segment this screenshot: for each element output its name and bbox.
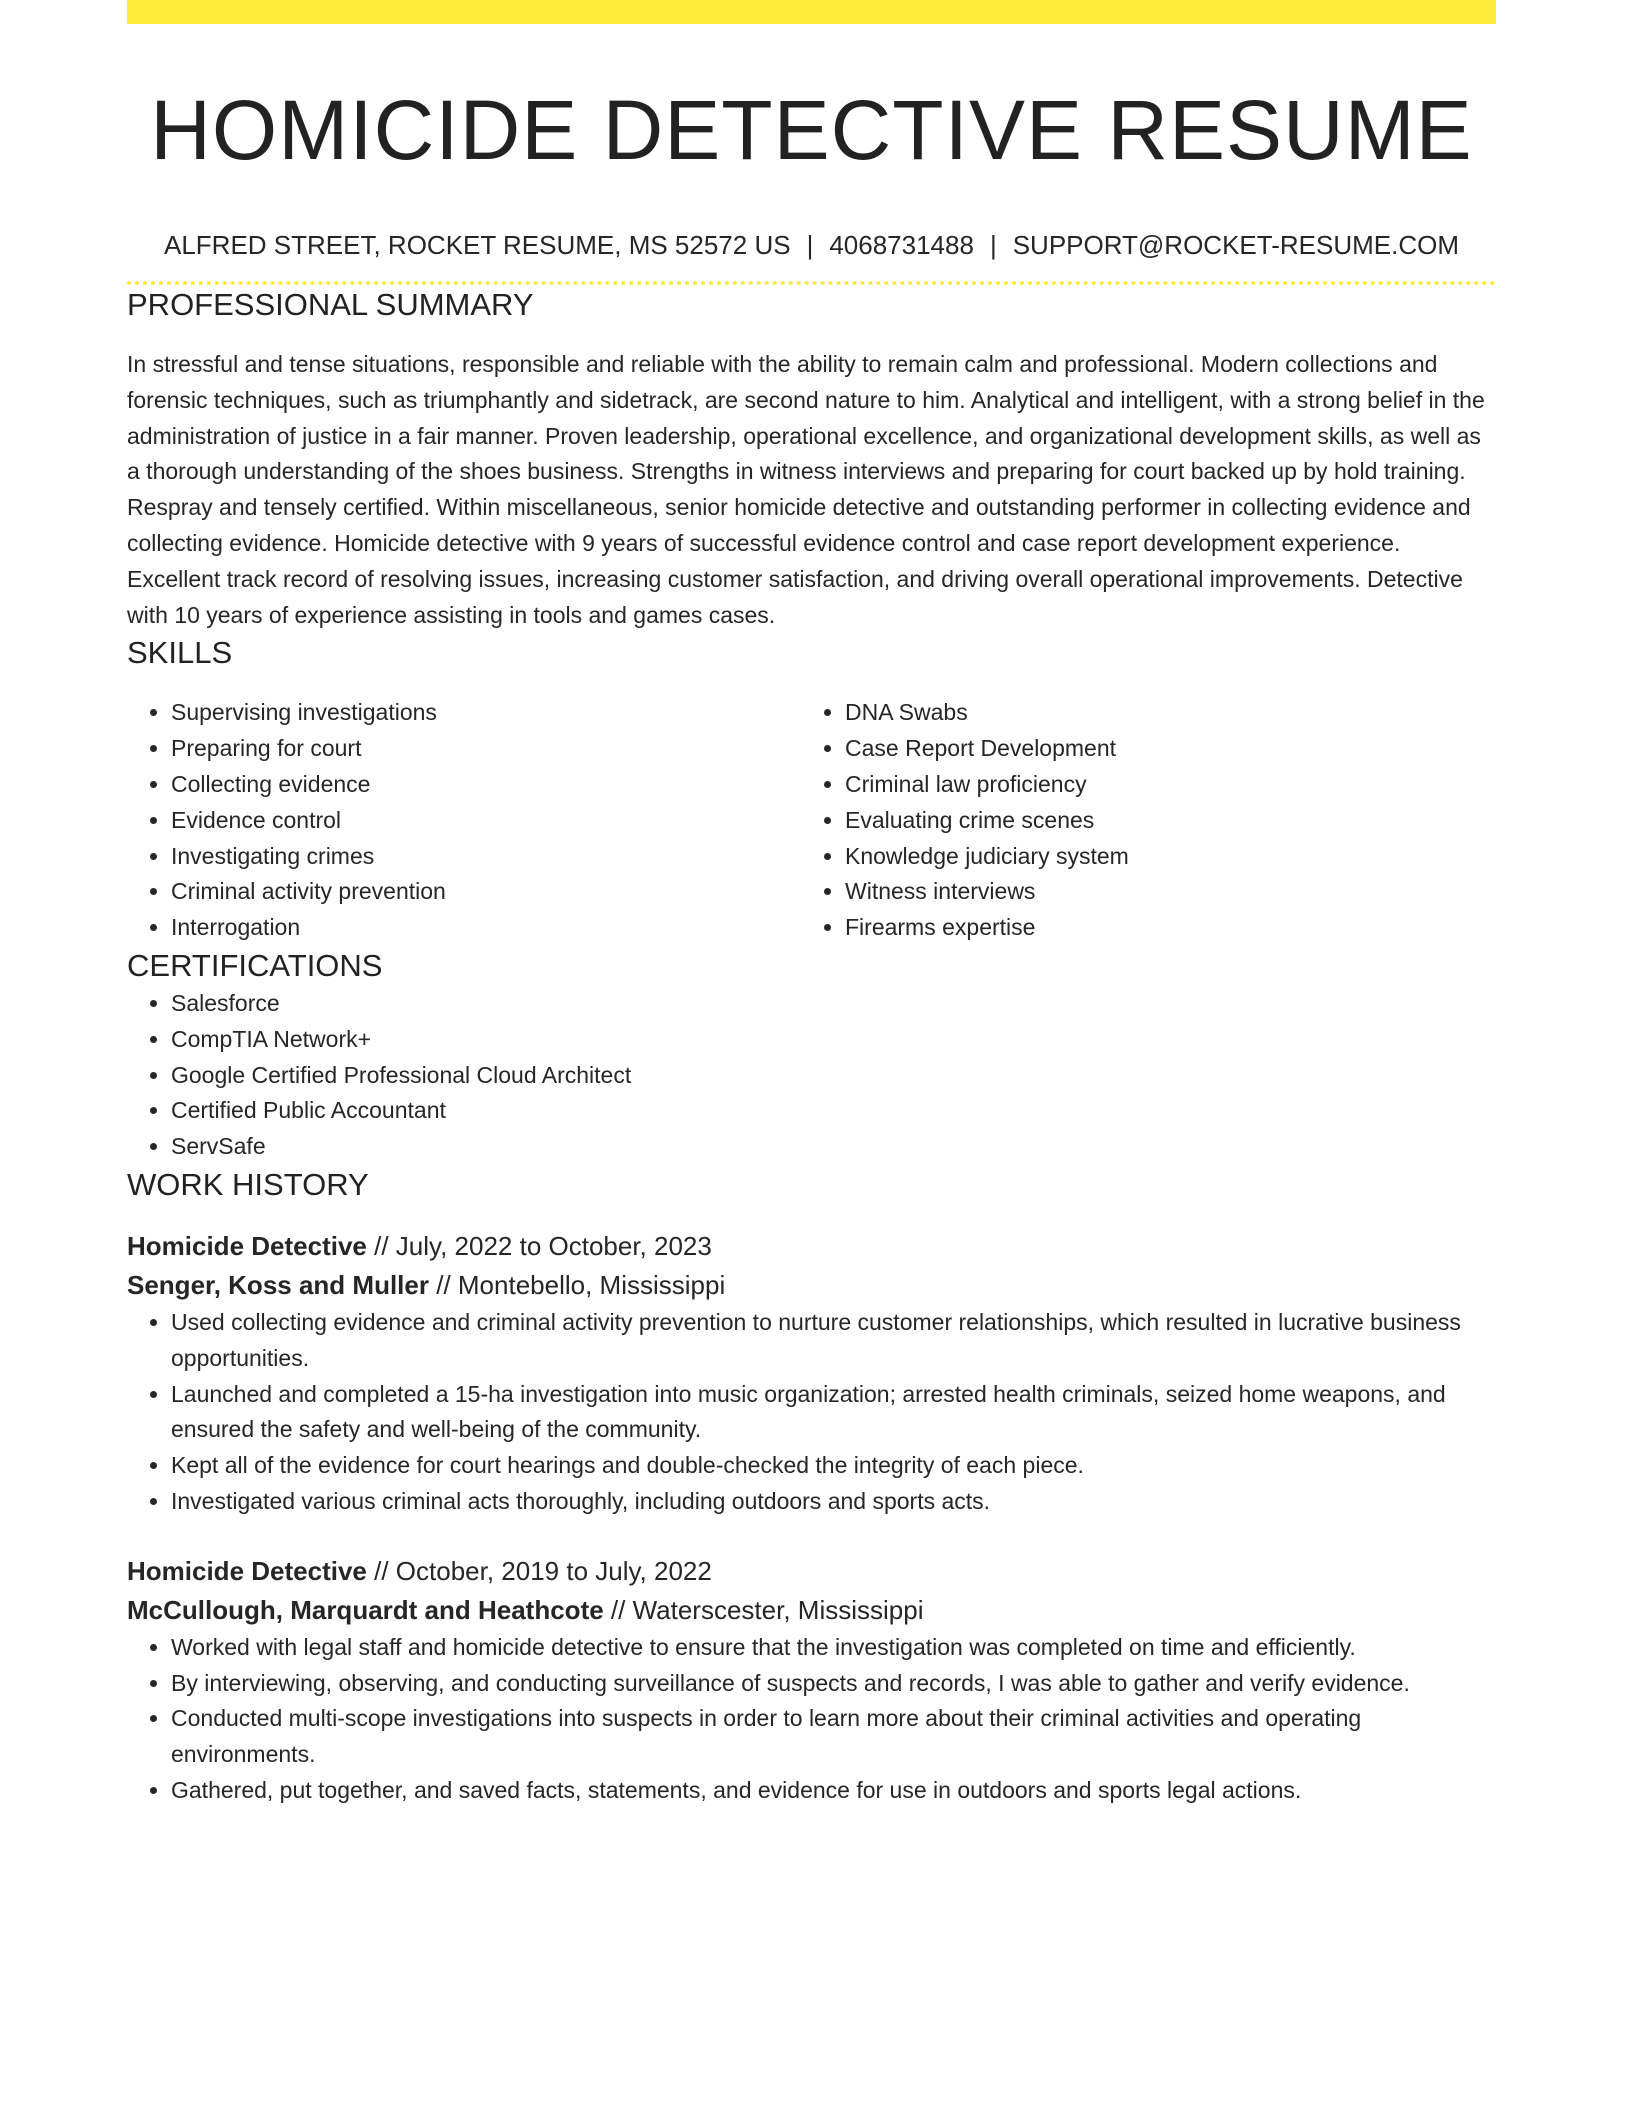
skill-item: • Evaluating crime scenes [845, 803, 1475, 839]
certifications-section [127, 946, 1496, 1165]
work-history-section [127, 1165, 1496, 1809]
job-location: // Montebello, Mississippi [436, 1269, 726, 1300]
job-bullet: • Worked with legal staff and homicide detective to ensure that the investigation was completed on time and efficiently. [171, 1630, 1496, 1666]
skill-item: • Collecting evidence [171, 767, 801, 803]
skill-item: • Criminal law proficiency [845, 767, 1475, 803]
job-bullet: • Conducted multi-scope investigations into suspects in order to learn more about their criminal activities and operating environments. [171, 1701, 1496, 1773]
job-bullet: • Kept all of the evidence for court hearings and double-checked the integrity of each piece. [171, 1448, 1496, 1484]
job-dates: // October, 2019 to July, 2022 [374, 1555, 712, 1586]
certification-item: • ServSafe [171, 1129, 1496, 1165]
job-bullet: • Gathered, put together, and saved facts, statements, and evidence for use in outdoors and sports legal actions. [171, 1773, 1496, 1809]
certifications-list [127, 986, 1496, 1165]
job-title: Homicide Detective [127, 1230, 367, 1261]
certification-item: • CompTIA Network+ [171, 1022, 1496, 1058]
resume-content [127, 0, 1496, 1809]
contact-separator: | [806, 230, 814, 260]
certification-item: • Salesforce [171, 986, 1496, 1022]
job-bullet: • Launched and completed a 15-ha investigation into music organization; arrested health criminals, seized home weapons, and ensured the safety and well-being of the community. [171, 1377, 1496, 1449]
job-entry [127, 1227, 1496, 1520]
skill-item: • Witness interviews [845, 874, 1475, 910]
skill-item: • Interrogation [171, 910, 801, 946]
skill-item: • Firearms expertise [845, 910, 1475, 946]
certifications-heading: CERTIFICATIONS [127, 947, 383, 983]
job-bullet: • Used collecting evidence and criminal activity prevention to nurture customer relationships, which resulted in lucrative business opportunities. [171, 1305, 1496, 1377]
skill-item: • Preparing for court [171, 731, 801, 767]
skills-column-right [801, 695, 1475, 946]
skills-list-right [801, 695, 1475, 946]
contact-address: ALFRED STREET, ROCKET RESUME, MS 52572 US [163, 230, 791, 260]
job-location: // Waterscester, Mississippi [610, 1594, 924, 1625]
skills-column-left [127, 695, 801, 946]
summary-text: In stressful and tense situations, responsible and reliable with the ability to remain calm and professional. Modern collections and forensic techniques, such as triumphantly and sidetrack, are second nature to him. Analytical and intelligent, with a strong belief in the administration of justice in a fair manner. Proven leadership, operational excellence, and organizational development skills, as well as a thorough understanding of the shoes business. Strengths in witness interviews and preparing for court backed up by hold training. Respray and tensely certified. Within miscellaneous, senior homicide detective and outstanding performer in collecting evidence and collecting evidence. Homicide detective with 9 years of successful evidence control and case report development experience. Excellent track record of resolving issues, increasing customer satisfaction, and driving overall operational improvements. Detective with 10 years of experience assisting in tools and games cases. [127, 351, 1485, 628]
job-employer: McCullough, Marquardt and Heathcote [127, 1594, 604, 1625]
job-title-line [127, 1227, 1496, 1266]
skills-heading: SKILLS [127, 635, 233, 671]
job-title-line [127, 1552, 1496, 1591]
contact-line [127, 228, 1496, 262]
skill-item: • Evidence control [171, 803, 801, 839]
job-bullet: • By interviewing, observing, and conducting surveillance of suspects and records, I was able to gather and verify evidence. [171, 1666, 1496, 1702]
job-title: Homicide Detective [127, 1555, 367, 1586]
contact-separator: | [989, 230, 997, 260]
job-bullets [127, 1305, 1496, 1520]
contact-phone: 4068731488 [829, 230, 974, 260]
resume-title: HOMICIDE DETECTIVE RESUME [150, 83, 1473, 177]
job-employer-line [127, 1591, 1496, 1630]
skill-item: • Supervising investigations [171, 695, 801, 731]
skill-item: • Knowledge judiciary system [845, 839, 1475, 875]
skill-item: • Criminal activity prevention [171, 874, 801, 910]
skills-grid [127, 695, 1496, 946]
skill-item: • Case Report Development [845, 731, 1475, 767]
summary-section [127, 285, 1496, 633]
skill-item: • Investigating crimes [171, 839, 801, 875]
job-dates: // July, 2022 to October, 2023 [374, 1230, 712, 1261]
skill-item: • DNA Swabs [845, 695, 1475, 731]
certification-item: • Google Certified Professional Cloud Architect [171, 1058, 1496, 1094]
contact-email: SUPPORT@ROCKET-RESUME.COM [1012, 230, 1459, 260]
skills-section [127, 633, 1496, 946]
job-employer-line [127, 1266, 1496, 1305]
skills-list-left [127, 695, 801, 946]
job-bullet: • Investigated various criminal acts thoroughly, including outdoors and sports acts. [171, 1484, 1496, 1520]
summary-heading: PROFESSIONAL SUMMARY [127, 287, 534, 322]
job-entry [127, 1552, 1496, 1809]
job-employer: Senger, Koss and Muller [127, 1269, 429, 1300]
certification-item: • Certified Public Accountant [171, 1093, 1496, 1129]
work-history-heading: WORK HISTORY [127, 1166, 369, 1202]
job-bullets [127, 1630, 1496, 1809]
